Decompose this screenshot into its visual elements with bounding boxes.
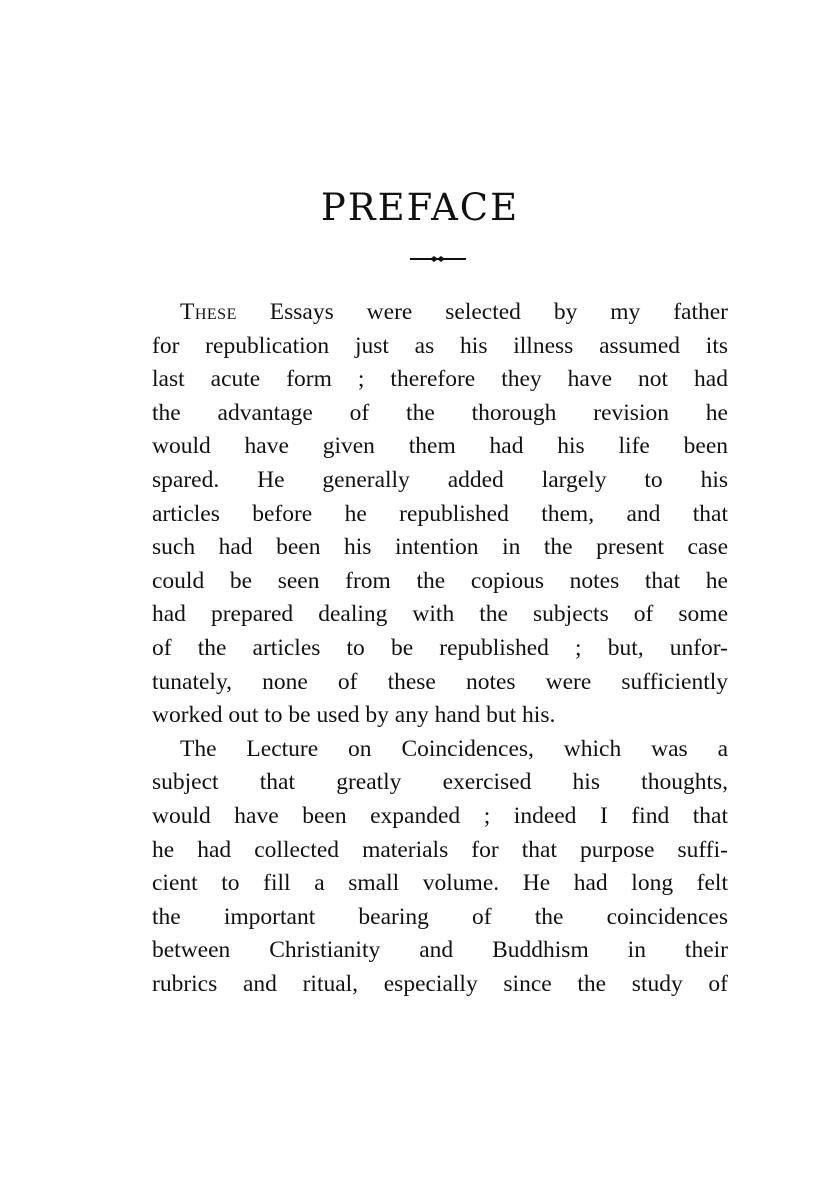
paragraph-line: rubrics and ritual, especially since the study of xyxy=(152,970,728,997)
paragraph-line: subject that greatly exercised his thoughts, xyxy=(152,769,728,796)
paragraph-line: tunately, none of these notes were sufficiently xyxy=(152,668,728,695)
paragraph-line: These Essays were selected by my father xyxy=(180,299,729,325)
rule-with-diamond-ornament-icon xyxy=(410,254,466,264)
paragraph-line: between Christianity and Buddhism in their xyxy=(152,937,728,964)
paragraph-line: worked out to be used by any hand but his. xyxy=(152,702,556,729)
paragraph-line: the advantage of the thorough revision he xyxy=(152,399,728,426)
paragraph-line: would have given them had his life been xyxy=(152,433,728,460)
paragraph-line: last acute form ; therefore they have not had xyxy=(152,366,728,393)
preface-body xyxy=(152,296,728,1001)
paragraph-line: had prepared dealing with the subjects of some xyxy=(152,601,728,628)
paragraph-line: for republication just as his illness assumed its xyxy=(152,332,728,359)
paragraph-line: could be seen from the copious notes that he xyxy=(152,567,728,594)
lead-small-caps: These xyxy=(180,299,237,325)
paragraph-line: The Lecture on Coincidences, which was a xyxy=(180,735,728,762)
page-title: PREFACE xyxy=(320,186,520,229)
paragraph-line: cient to fill a small volume. He had long felt xyxy=(152,870,728,897)
paragraph-line: such had been his intention in the present case xyxy=(152,534,728,561)
paragraph-line: would have been expanded ; indeed I find that xyxy=(152,802,728,829)
paragraph-line: the important bearing of the coincidences xyxy=(152,903,728,930)
paragraph-line: articles before he republished them, and that xyxy=(152,500,728,527)
paragraph-line: he had collected materials for that purpose suffi- xyxy=(152,836,728,863)
paragraph-line: spared. He generally added largely to his xyxy=(152,466,728,493)
paragraph-line: of the articles to be republished ; but, unfor- xyxy=(152,634,728,661)
